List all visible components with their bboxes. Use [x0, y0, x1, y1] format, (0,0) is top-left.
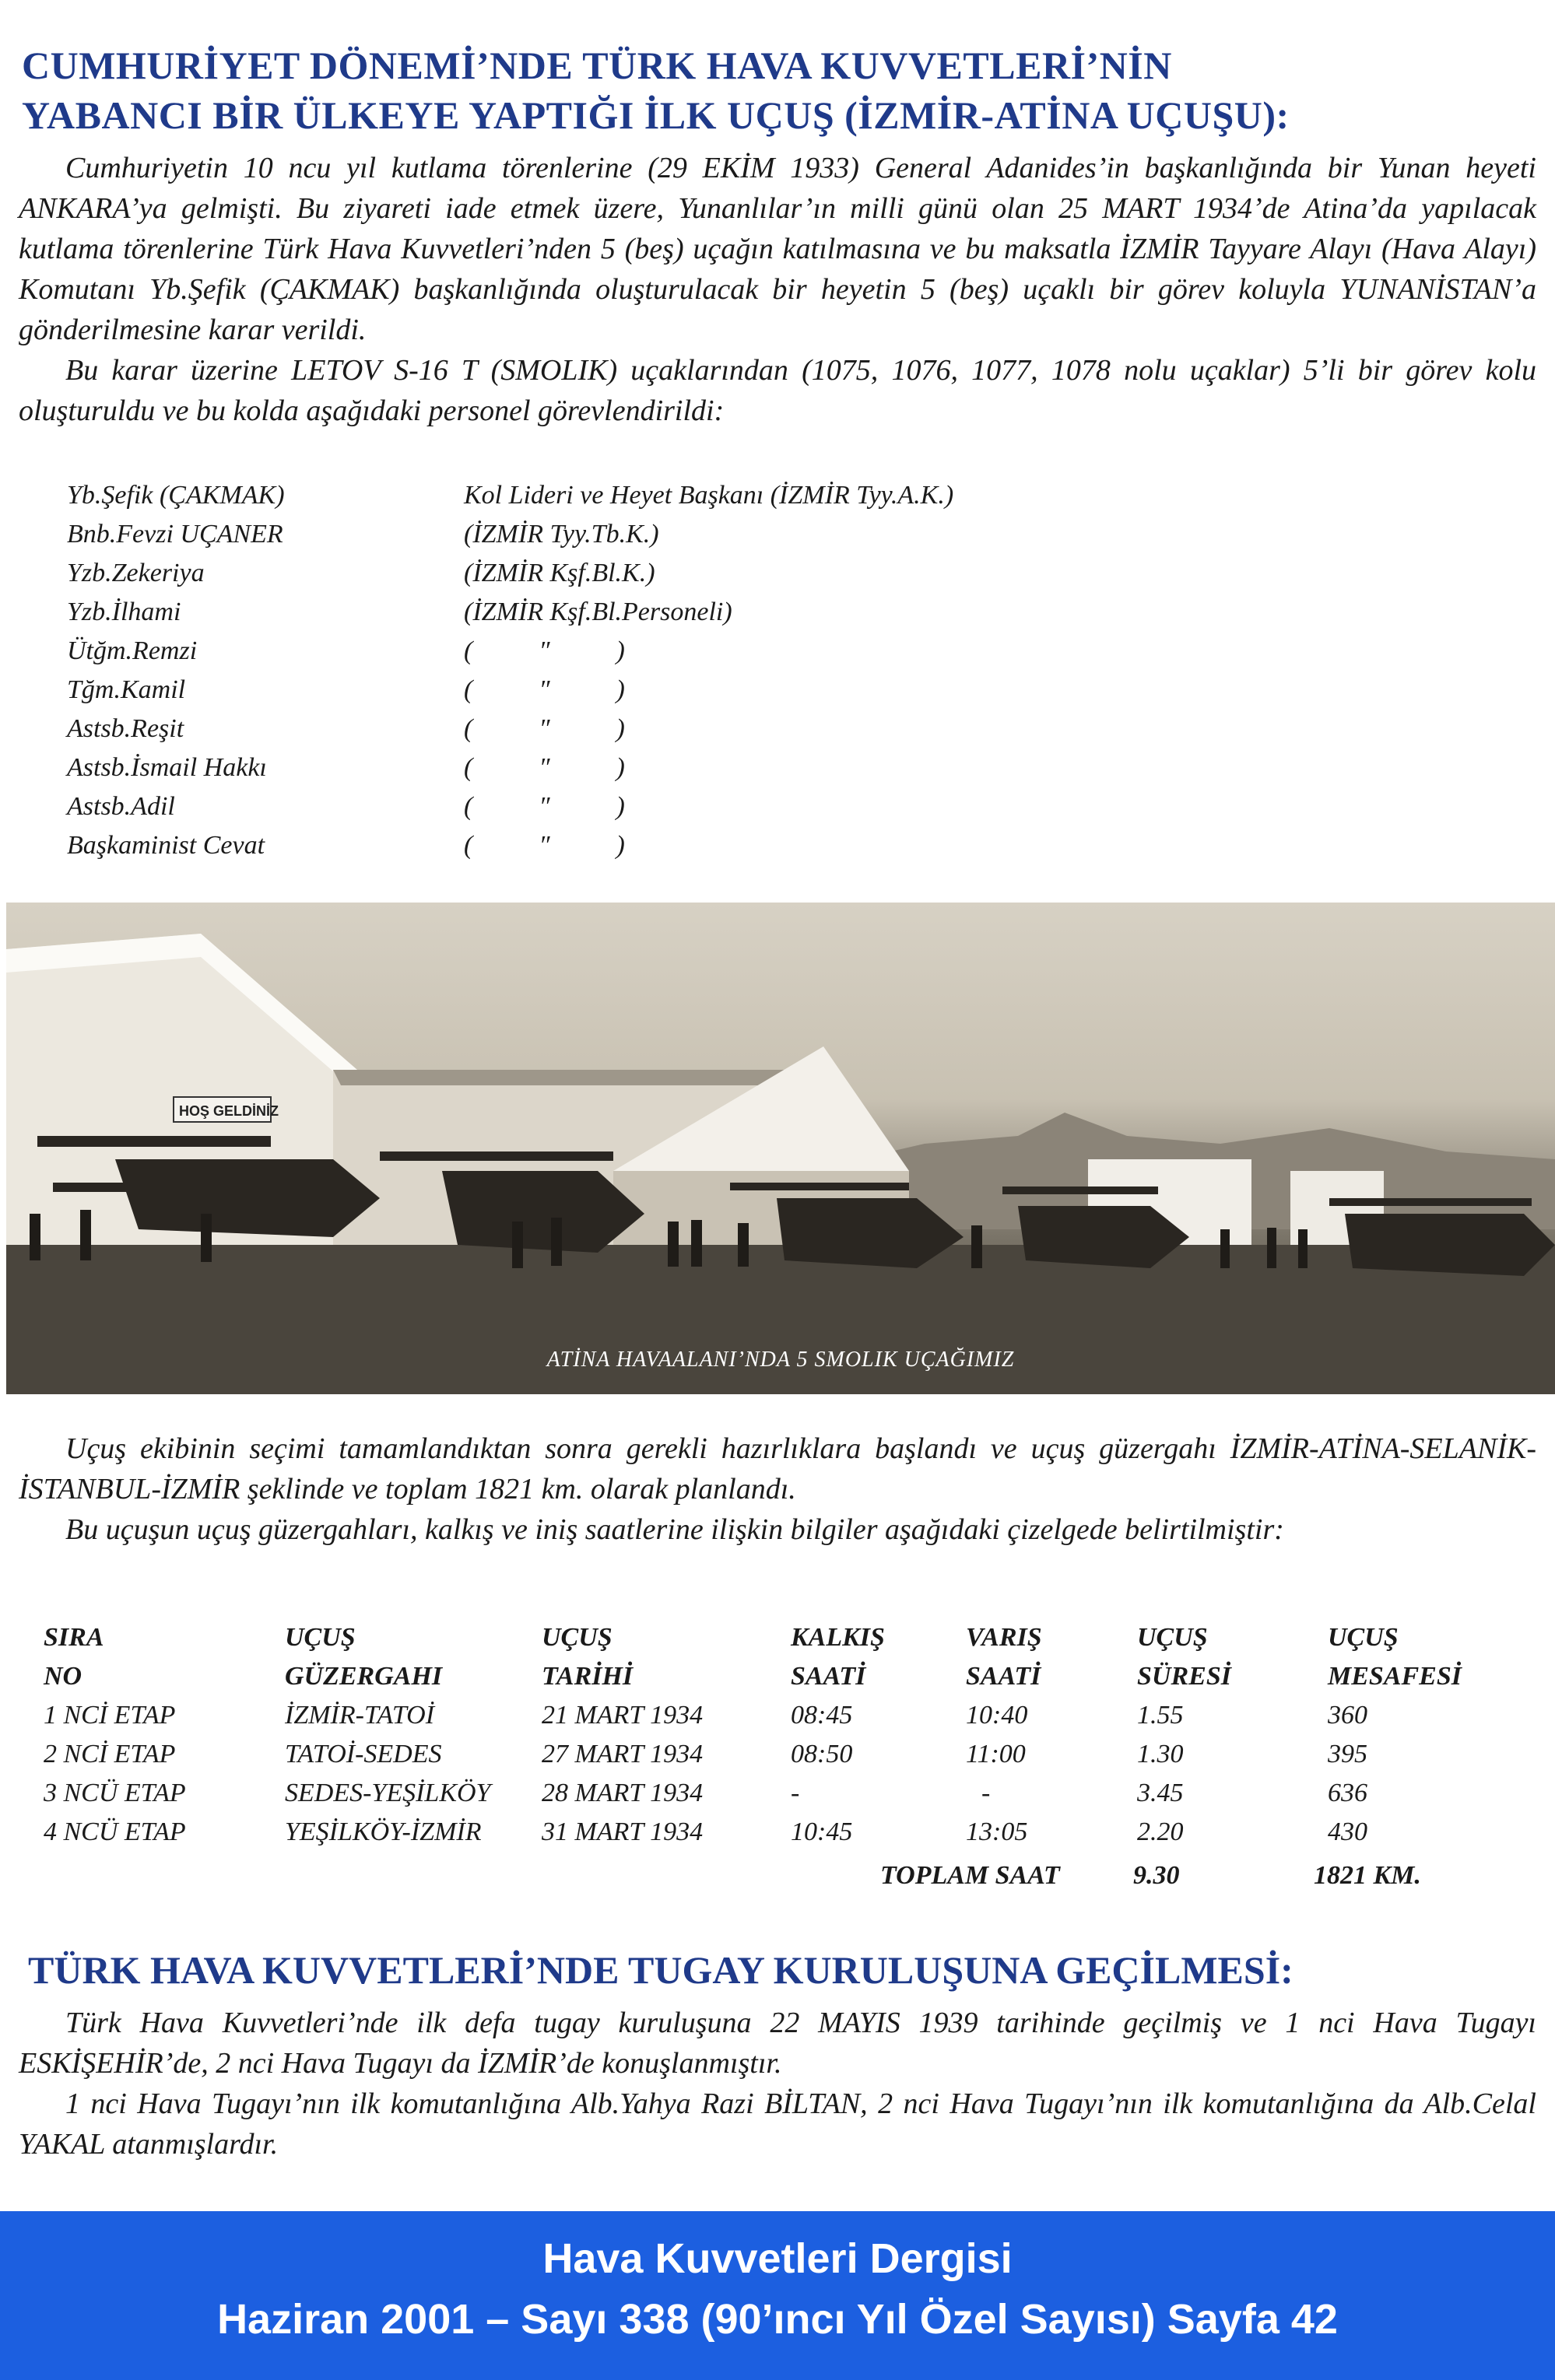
biplane-wing — [380, 1151, 613, 1161]
personnel-name: Astsb.Adil — [67, 792, 175, 821]
intro-paragraph-2: Bu karar üzerine LETOV S-16 T (SMOLIK) uçaklarından (1075, 1076, 1077, 1078 nolu uçaklar) 5’li bir görev kolu oluşturuldu ve bu kolda aşağıdaki personel görevlendirildi: — [19, 354, 1536, 427]
personnel-row — [67, 632, 1001, 671]
header-cell: UÇUŞ — [1328, 1623, 1399, 1652]
personnel-row — [67, 515, 1001, 554]
personnel-name: Başkaminist Cevat — [67, 831, 265, 860]
table-header-row — [44, 1618, 1522, 1657]
personnel-name: Astsb.Reşit — [67, 714, 184, 743]
header-cell: GÜZERGAHI — [285, 1662, 443, 1691]
cell-date: 28 MART 1934 — [542, 1779, 704, 1807]
title-line-2: YABANCI BİR ÜLKEYE YAPTIĞI İLK UÇUŞ (İZMİR-ATİNA UÇUŞU): — [22, 93, 1290, 137]
header-cell: SÜRESİ — [1137, 1662, 1231, 1691]
cell-route: TATOİ-SEDES — [285, 1740, 442, 1768]
total-distance: 1821 KM. — [1314, 1861, 1421, 1890]
cell-distance: 395 — [1328, 1740, 1367, 1768]
airfield-photo — [6, 903, 1555, 1394]
route-section — [19, 1428, 1536, 1550]
table-row — [44, 1696, 1522, 1735]
header-cell: SAATİ — [791, 1662, 866, 1691]
header-cell: NO — [44, 1662, 82, 1691]
personnel-row — [67, 748, 1001, 787]
cell-departure: 08:50 — [791, 1740, 853, 1768]
personnel-name: Yzb.İlhami — [67, 598, 181, 626]
personnel-role: ( ″ ) — [464, 753, 625, 782]
table-header-row — [44, 1657, 1522, 1696]
airfield-illustration — [6, 903, 1555, 1394]
flight-table — [44, 1618, 1522, 1895]
table-row — [44, 1774, 1522, 1813]
cell-arrival: - — [981, 1779, 991, 1807]
cell-no: 1 NCİ ETAP — [44, 1701, 176, 1730]
route-paragraph-2: Bu uçuşun uçuş güzergahları, kalkış ve iniş saatlerine ilişkin bilgiler aşağıdaki çizelgede belirtilmiştir: — [65, 1513, 1284, 1546]
personnel-name: Yb.Şefik (ÇAKMAK) — [67, 481, 285, 510]
welcome-sign-text: HOŞ GELDİNİZ — [179, 1103, 279, 1119]
header-cell: TARİHİ — [542, 1662, 634, 1691]
header-cell: MESAFESİ — [1328, 1662, 1462, 1691]
personnel-row — [67, 593, 1001, 632]
cell-arrival: 13:05 — [966, 1817, 1028, 1846]
cell-departure: 08:45 — [791, 1701, 853, 1730]
intro-paragraph-1: Cumhuriyetin 10 ncu yıl kutlama törenlerine (29 EKİM 1933) General Adanides’in başkanlığında bir Yunan heyeti ANKARA’ya gelmişti. Bu ziyareti iade etmek üzere, Yunanlılar’ın milli günü olan 25 MART 1934’de Atina’da yapılacak kutlama törenlerine Türk Hava Kuvvetleri’nden 5 (beş) uçağın katılmasına ve bu maksatla İZMİR Tayyare Alayı (Hava Alayı) Komutanı Yb.Şefik (ÇAKMAK) başkanlığında oluşturulacak bir heyetin 5 (beş) uçaklı bir görev koluyla YUNANİSTAN’a gönderilmesine karar verildi. — [19, 152, 1536, 346]
personnel-row — [67, 787, 1001, 826]
personnel-role: ( ″ ) — [464, 636, 625, 665]
biplane-wing — [1002, 1186, 1158, 1194]
brigade-section — [19, 2003, 1536, 2164]
header-cell: UÇUŞ — [542, 1623, 613, 1652]
personnel-list — [67, 476, 1001, 865]
brigade-paragraph-1: Türk Hava Kuvvetleri’nde ilk defa tugay kuruluşuna 22 MAYIS 1939 tarihinde geçilmiş ve 1 nci Hava Tugayı ESKİŞEHİR’de, 2 nci Hava Tugayı da İZMİR’de konuşlanmıştır. — [19, 2007, 1536, 2080]
cell-route: YEŞİLKÖY-İZMİR — [285, 1817, 482, 1846]
cell-date: 27 MART 1934 — [542, 1740, 704, 1768]
table-total-row — [44, 1856, 1522, 1895]
route-paragraph-1: Uçuş ekibinin seçimi tamamlandıktan sonra gerekli hazırlıklara başlandı ve uçuş güzergahı İZMİR-ATİNA-SELANİK-İSTANBUL-İZMİR şeklinde ve toplam 1821 km. olarak planlandı. — [19, 1432, 1536, 1505]
personnel-name: Astsb.İsmail Hakkı — [67, 753, 267, 782]
cell-departure: 10:45 — [791, 1817, 853, 1846]
photo-caption: ATİNA HAVAALANI’NDA 5 SMOLIK UÇAĞIMIZ — [546, 1348, 1015, 1372]
cell-arrival: 11:00 — [966, 1740, 1026, 1768]
cell-duration: 2.20 — [1137, 1817, 1184, 1846]
brigade-paragraph-2: 1 nci Hava Tugayı’nın ilk komutanlığına Alb.Yahya Razi BİLTAN, 2 nci Hava Tugayı’nın ilk komutanlığına da Alb.Celal YAKAL atanmışlardır. — [19, 2087, 1536, 2161]
table-row — [44, 1735, 1522, 1774]
cell-route: İZMİR-TATOİ — [285, 1701, 435, 1730]
header-cell: SIRA — [44, 1623, 104, 1652]
header-cell: UÇUŞ — [1137, 1623, 1208, 1652]
header-cell: SAATİ — [966, 1662, 1041, 1691]
biplane-fuselage — [1345, 1214, 1555, 1276]
cell-duration: 3.45 — [1137, 1779, 1184, 1807]
footer-banner — [0, 2211, 1555, 2380]
cell-route: SEDES-YEŞİLKÖY — [285, 1779, 491, 1807]
header-cell: UÇUŞ — [285, 1623, 356, 1652]
personnel-name: Yzb.Zekeriya — [67, 559, 205, 587]
personnel-role: (İZMİR Kşf.Bl.Personeli) — [464, 598, 732, 626]
cell-distance: 430 — [1328, 1817, 1367, 1846]
personnel-name: Bnb.Fevzi UÇANER — [67, 520, 283, 549]
cell-no: 4 NCÜ ETAP — [44, 1817, 186, 1846]
personnel-row — [67, 710, 1001, 748]
cell-no: 2 NCİ ETAP — [44, 1740, 176, 1768]
cell-duration: 1.30 — [1137, 1740, 1184, 1768]
personnel-name: Tğm.Kamil — [67, 675, 186, 704]
personnel-role: ( ″ ) — [464, 831, 625, 860]
personnel-row — [67, 671, 1001, 710]
personnel-role: (İZMİR Kşf.Bl.K.) — [464, 559, 655, 587]
biplane-wing — [730, 1183, 909, 1190]
table-row — [44, 1813, 1522, 1852]
cell-duration: 1.55 — [1137, 1701, 1184, 1730]
cell-arrival: 10:40 — [966, 1701, 1028, 1730]
personnel-name: Ütğm.Remzi — [67, 636, 198, 665]
header-cell: VARIŞ — [966, 1623, 1042, 1652]
cell-departure: - — [791, 1779, 800, 1807]
cell-date: 31 MART 1934 — [542, 1817, 704, 1846]
title-line-1: CUMHURİYET DÖNEMİ’NDE TÜRK HAVA KUVVETLERİ’NİN — [22, 44, 1172, 87]
brigade-heading: TÜRK HAVA KUVVETLERİ’NDE TUGAY KURULUŞUNA GEÇİLMESİ: — [28, 1948, 1293, 1992]
cell-no: 3 NCÜ ETAP — [44, 1779, 186, 1807]
biplane-wing — [37, 1136, 271, 1147]
header-cell: KALKIŞ — [791, 1623, 885, 1652]
personnel-role: (İZMİR Tyy.Tb.K.) — [464, 520, 659, 549]
personnel-role: ( ″ ) — [464, 675, 625, 704]
page-title — [22, 40, 1532, 140]
total-duration: 9.30 — [1133, 1861, 1180, 1890]
personnel-role: ( ″ ) — [464, 714, 625, 743]
personnel-row — [67, 476, 1001, 515]
biplane-wing — [1329, 1198, 1532, 1206]
cell-distance: 636 — [1328, 1779, 1367, 1807]
personnel-role: ( ″ ) — [464, 792, 625, 821]
footer-magazine-title: Hava Kuvvetleri Dergisi — [542, 2235, 1013, 2282]
intro-section — [19, 148, 1536, 431]
biplane-fuselage — [115, 1159, 380, 1237]
total-label: TOPLAM SAAT — [880, 1861, 1060, 1890]
personnel-row — [67, 826, 1001, 865]
footer-issue-info: Haziran 2001 – Sayı 338 (90’ıncı Yıl Özel Sayısı) Sayfa 42 — [217, 2296, 1338, 2343]
personnel-row — [67, 554, 1001, 593]
cell-date: 21 MART 1934 — [542, 1701, 704, 1730]
personnel-role: Kol Lideri ve Heyet Başkanı (İZMİR Tyy.A.K.) — [464, 481, 954, 510]
cell-distance: 360 — [1328, 1701, 1367, 1730]
